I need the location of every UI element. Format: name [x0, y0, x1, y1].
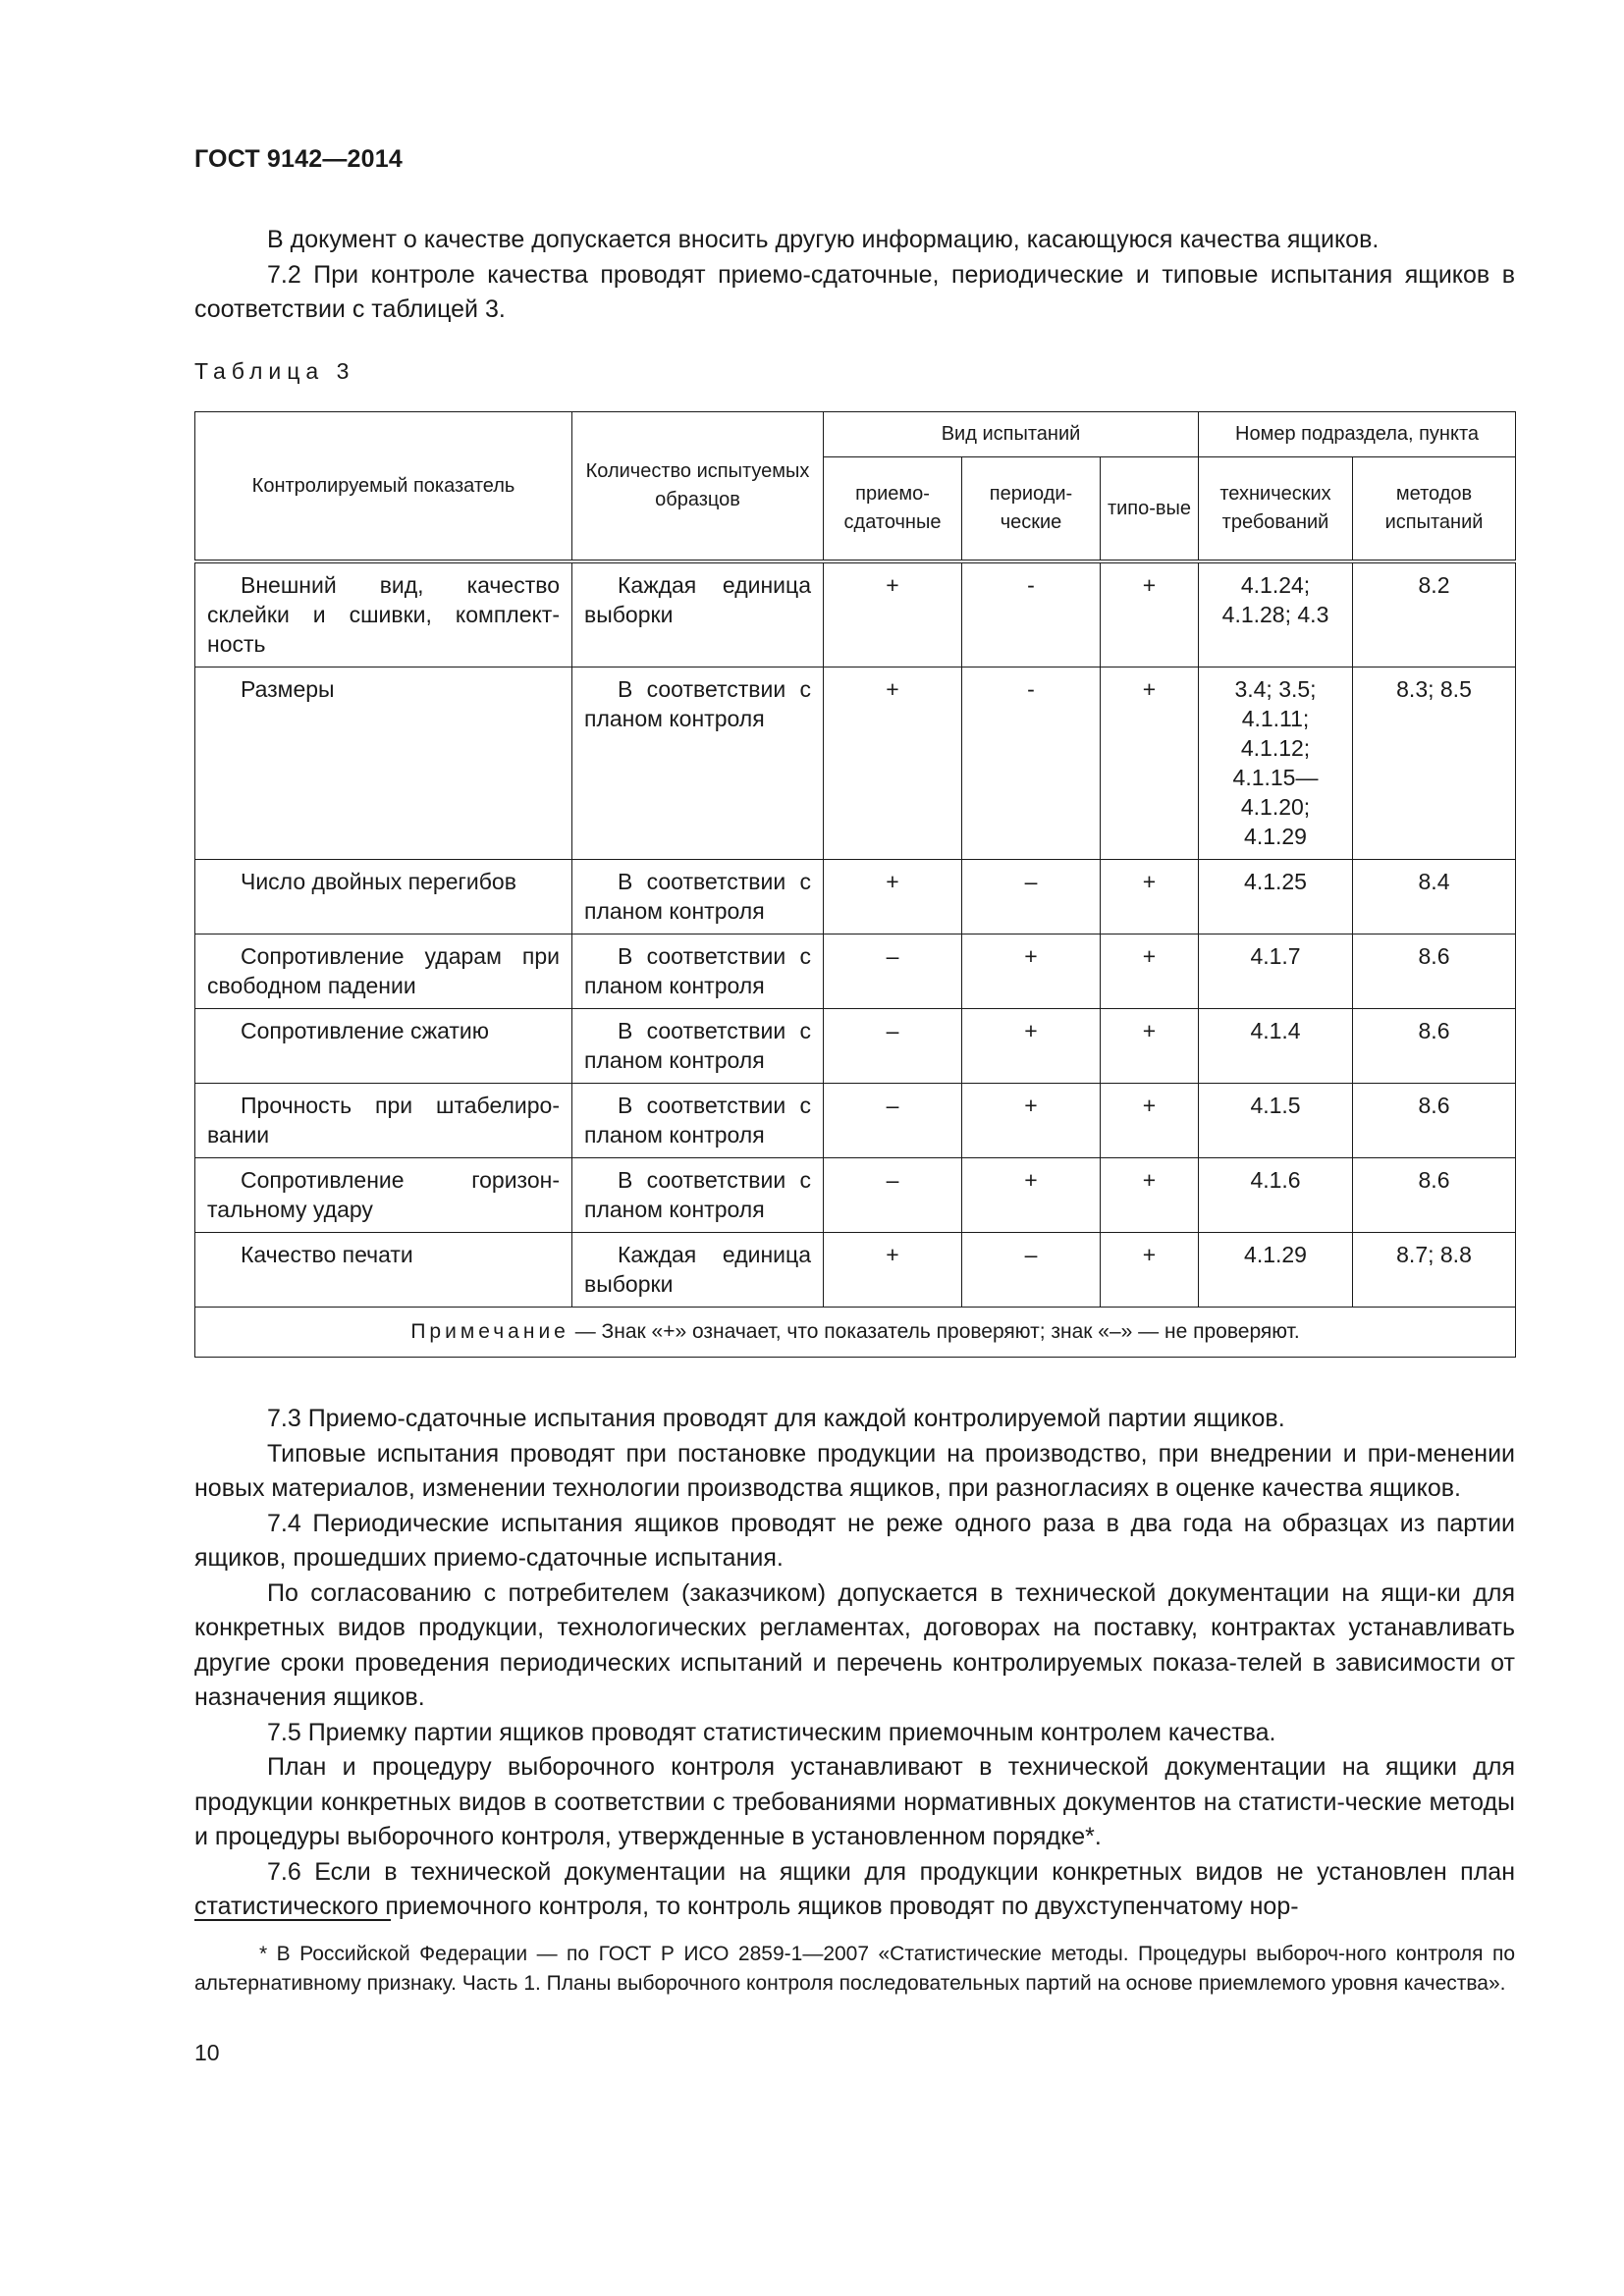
cell-type: + — [1101, 561, 1199, 667]
cell-param: Сопротивление ударам при свободном падении — [195, 934, 572, 1009]
cell-periodic: + — [962, 1084, 1101, 1158]
table-note — [195, 1308, 1516, 1358]
cell-count: В соответствии с планом контроля — [572, 1084, 824, 1158]
cell-tech-req: 4.1.6 — [1199, 1158, 1353, 1233]
footnote-divider — [194, 1919, 391, 1921]
paragraph: План и процедуру выборочного контроля устанавливают в технической документации на ящики для продукции конкретных видов в соответствии с требованиями нормативных документов на статисти-ческие методы и процедуры выборочного контроля, утвержденные в установленном порядке*. — [194, 1753, 1515, 1850]
intro-text — [194, 223, 1515, 328]
cell-count: В соответствии с планом контроля — [572, 1158, 824, 1233]
cell-acceptance: – — [824, 1158, 962, 1233]
cell-tech-req: 4.1.25 — [1199, 860, 1353, 934]
cell-periodic: + — [962, 1158, 1101, 1233]
cell-type: + — [1101, 667, 1199, 860]
cell-methods: 8.3; 8.5 — [1353, 667, 1516, 860]
cell-tech-req: 3.4; 3.5; 4.1.11; 4.1.12; 4.1.15— 4.1.20; 4.1.29 — [1199, 667, 1353, 860]
table-row — [195, 1233, 1516, 1308]
header-count: Количество испытуемых образцов — [572, 412, 824, 562]
cell-param: Качество печати — [195, 1233, 572, 1308]
header-type: типо-вые — [1101, 457, 1199, 562]
cell-count: Каждая единица выборки — [572, 561, 824, 667]
cell-methods: 8.6 — [1353, 1009, 1516, 1084]
header-test-type: Вид испытаний — [824, 412, 1199, 457]
header-periodic: периоди-ческие — [962, 457, 1101, 562]
table-caption: Таблица 3 — [194, 358, 355, 384]
cell-methods: 8.6 — [1353, 1084, 1516, 1158]
cell-periodic: - — [962, 561, 1101, 667]
cell-tech-req: 4.1.7 — [1199, 934, 1353, 1009]
cell-methods: 8.4 — [1353, 860, 1516, 934]
header-tech-req: технических требований — [1199, 457, 1353, 562]
cell-param: Размеры — [195, 667, 572, 860]
paragraph: Типовые испытания проводят при постановке продукции на производство, при внедрении и при-менении новых материалов, изменении технологии производства ящиков, при разногласиях в оценке качества ящиков. — [194, 1439, 1515, 1502]
cell-type: + — [1101, 860, 1199, 934]
cell-periodic: – — [962, 1233, 1101, 1308]
paragraph: По согласованию с потребителем (заказчиком) допускается в технической документации на ящи-ки для конкретных видов продукции, технологических регламентах, договорах на поставку, контрактах устанавливать другие сроки проведения периодических испытаний и перечень контролируемых показа-телей в зависимости от назначения ящиков. — [194, 1578, 1515, 1711]
paragraph: 7.3 Приемо-сдаточные испытания проводят для каждой контролируемой партии ящиков. — [267, 1405, 1285, 1432]
paragraph: В документ о качестве допускается вносить другую информацию, касающуюся качества ящиков. — [267, 226, 1380, 253]
note-label: Примечание — [410, 1320, 569, 1343]
footnote-text: * В Российской Федерации — по ГОСТ Р ИСО 2859-1—2007 «Статистические методы. Процедуры выбороч-ного контроля по альтернативному признаку. Часть 1. Планы выборочного контроля последовательных партий на основе приемлемого уровня качества». — [194, 1943, 1515, 1995]
document-header: ГОСТ 9142—2014 — [194, 145, 403, 173]
cell-acceptance: – — [824, 1084, 962, 1158]
cell-methods: 8.7; 8.8 — [1353, 1233, 1516, 1308]
cell-type: + — [1101, 1009, 1199, 1084]
note-text: — Знак «+» означает, что показатель проверяют; знак «–» — не проверяют. — [568, 1320, 1300, 1343]
table-row — [195, 561, 1516, 667]
cell-acceptance: + — [824, 561, 962, 667]
cell-param: Сопротивление сжатию — [195, 1009, 572, 1084]
cell-periodic: - — [962, 667, 1101, 860]
page-number: 10 — [194, 2040, 220, 2065]
table-row — [195, 1158, 1516, 1233]
cell-periodic: + — [962, 934, 1101, 1009]
header-test-methods: методов испытаний — [1353, 457, 1516, 562]
cell-acceptance: – — [824, 1009, 962, 1084]
table-row — [195, 860, 1516, 934]
cell-param: Прочность при штабелиро-вании — [195, 1084, 572, 1158]
cell-methods: 8.6 — [1353, 1158, 1516, 1233]
cell-param: Внешний вид, качество склейки и сшивки, комплект-ность — [195, 561, 572, 667]
cell-type: + — [1101, 1233, 1199, 1308]
header-acceptance: приемо-сдаточные — [824, 457, 962, 562]
header-section: Номер подраздела, пункта — [1199, 412, 1516, 457]
cell-tech-req: 4.1.29 — [1199, 1233, 1353, 1308]
paragraph: 7.5 Приемку партии ящиков проводят статистическим приемочным контролем качества. — [267, 1718, 1276, 1746]
body-text — [194, 1402, 1515, 1925]
cell-periodic: + — [962, 1009, 1101, 1084]
footnote — [194, 1940, 1515, 1999]
cell-periodic: – — [962, 860, 1101, 934]
cell-tech-req: 4.1.5 — [1199, 1084, 1353, 1158]
cell-count: В соответствии с планом контроля — [572, 934, 824, 1009]
paragraph: 7.4 Периодические испытания ящиков проводят не реже одного раза в два года на образцах из партии ящиков, прошедших приемо-сдаточные испытания. — [194, 1509, 1515, 1572]
header-param: Контролируемый показатель — [195, 412, 572, 562]
cell-acceptance: + — [824, 860, 962, 934]
table-row — [195, 667, 1516, 860]
table-row — [195, 1009, 1516, 1084]
cell-param: Число двойных перегибов — [195, 860, 572, 934]
table-row — [195, 934, 1516, 1009]
cell-type: + — [1101, 934, 1199, 1009]
cell-acceptance: – — [824, 934, 962, 1009]
cell-type: + — [1101, 1084, 1199, 1158]
paragraph: 7.2 При контроле качества проводят приемо-сдаточные, периодические и типовые испытания ящиков в соответствии с таблицей 3. — [194, 260, 1515, 323]
cell-methods: 8.2 — [1353, 561, 1516, 667]
table-note-row — [195, 1308, 1516, 1358]
test-table — [194, 411, 1516, 1358]
cell-param: Сопротивление горизон-тальному удару — [195, 1158, 572, 1233]
cell-count: В соответствии с планом контроля — [572, 1009, 824, 1084]
table-row — [195, 1084, 1516, 1158]
cell-type: + — [1101, 1158, 1199, 1233]
cell-tech-req: 4.1.4 — [1199, 1009, 1353, 1084]
cell-count: В соответствии с планом контроля — [572, 860, 824, 934]
cell-count: Каждая единица выборки — [572, 1233, 824, 1308]
cell-acceptance: + — [824, 1233, 962, 1308]
cell-count: В соответствии с планом контроля — [572, 667, 824, 860]
cell-methods: 8.6 — [1353, 934, 1516, 1009]
cell-tech-req: 4.1.24; 4.1.28; 4.3 — [1199, 561, 1353, 667]
cell-acceptance: + — [824, 667, 962, 860]
paragraph: 7.6 Если в технической документации на ящики для продукции конкретных видов не установлен план статистического приемочного контроля, то контроль ящиков проводят по двухступенчатому нор- — [194, 1857, 1515, 1920]
